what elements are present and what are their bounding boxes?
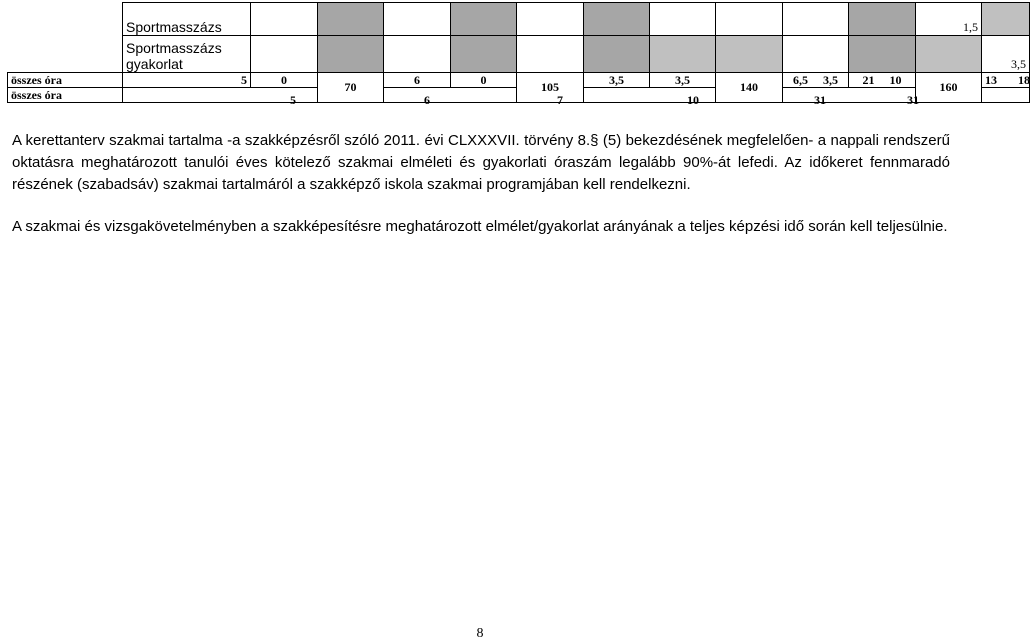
page-number: 8 [476, 626, 484, 641]
cell-empty [783, 3, 849, 36]
cell-empty [650, 3, 716, 36]
table-row-total-1 [8, 73, 1030, 88]
hours-table [7, 2, 1030, 103]
total-value: 3,5 [823, 72, 838, 87]
year-sum-3: 7 [557, 93, 563, 107]
year-sum-1: 5 [290, 93, 296, 107]
cell-empty [517, 36, 584, 73]
cell-shaded [584, 3, 650, 36]
cell-shaded [982, 3, 1030, 36]
total-cell-merged: 70 [318, 73, 384, 103]
total-year-cell [584, 88, 716, 103]
body-paragraph-2: A szakmai és vizsgakövetelményben a szakképesítésre meghatározott elmélet/gyakorlat arányának a teljes képzési idő során kell teljesülnie. [12, 218, 948, 235]
cell-shaded [650, 36, 716, 73]
total-year-cell [384, 88, 517, 103]
table-row-subject-2 [8, 36, 1030, 73]
year-sum-6: 31 [907, 93, 919, 107]
year-sum-4: 10 [687, 93, 699, 107]
total-cell-merged: 105 [517, 73, 584, 103]
cell-shaded [451, 36, 517, 73]
subject-2-value: 3,5 [982, 36, 1030, 73]
empty-label-cell [8, 36, 123, 73]
total-cell-merged: 160 [916, 73, 982, 103]
total-cell: 5 [123, 73, 251, 88]
total-cell [783, 73, 849, 88]
cell-empty [384, 3, 451, 36]
cell-shaded [716, 36, 783, 73]
cell-shaded [318, 3, 384, 36]
body-paragraph-1: A kerettanterv szakmai tartalma -a szakképzésről szóló 2011. évi CLXXXVII. törvény 8.§ (5) bekezdésének megfelelően- a nappali rendszerű oktatásra meghatározott tanulói éves kötelező szakmai elméleti és gyakorlati óraszám legalább 90%-át lefedi. Az időkeret fennmaradó részének (szabadsáv) szakmai tartalmáról a szakképző iskola szakmai programjában kell rendelkezni. [12, 132, 950, 193]
cell-shaded [451, 3, 517, 36]
cell-shaded [849, 3, 916, 36]
cell-shaded [849, 36, 916, 73]
empty-label-cell [8, 3, 123, 36]
cell-empty [716, 3, 783, 36]
total-year-cell [123, 88, 318, 103]
cell-empty [251, 36, 318, 73]
cell-empty [517, 3, 584, 36]
year-sum-5: 31 [814, 93, 826, 107]
subject-name-1: Sportmasszázs [123, 3, 251, 36]
total-label-2: összes óra [8, 88, 123, 103]
total-cell [849, 73, 916, 88]
total-cell: 3,5 [584, 73, 650, 88]
cell-empty [783, 36, 849, 73]
total-year-cell [783, 88, 916, 103]
total-year-cell [982, 88, 1030, 103]
cell-shaded [318, 36, 384, 73]
total-cell: 0 [251, 73, 318, 88]
cell-empty [251, 3, 318, 36]
cell-shaded [584, 36, 650, 73]
total-label-1: összes óra [8, 73, 123, 88]
total-value: 13 [985, 72, 997, 87]
total-cell [982, 73, 1030, 88]
year-sum-2: 6 [424, 93, 430, 107]
total-value: 21 [862, 72, 875, 87]
total-value: 18 [1018, 72, 1030, 87]
subject-name-2: Sportmasszázs gyakorlat [123, 36, 251, 73]
cell-empty [384, 36, 451, 73]
cell-shaded [916, 36, 982, 73]
total-value: 6,5 [793, 72, 808, 87]
total-cell: 0 [451, 73, 517, 88]
table-row-subject-1 [8, 3, 1030, 36]
total-value: 10 [889, 72, 902, 87]
total-cell: 6 [384, 73, 451, 88]
total-cell: 3,5 [650, 73, 716, 88]
subject-1-value: 1,5 [916, 3, 982, 36]
total-cell-merged: 140 [716, 73, 783, 103]
